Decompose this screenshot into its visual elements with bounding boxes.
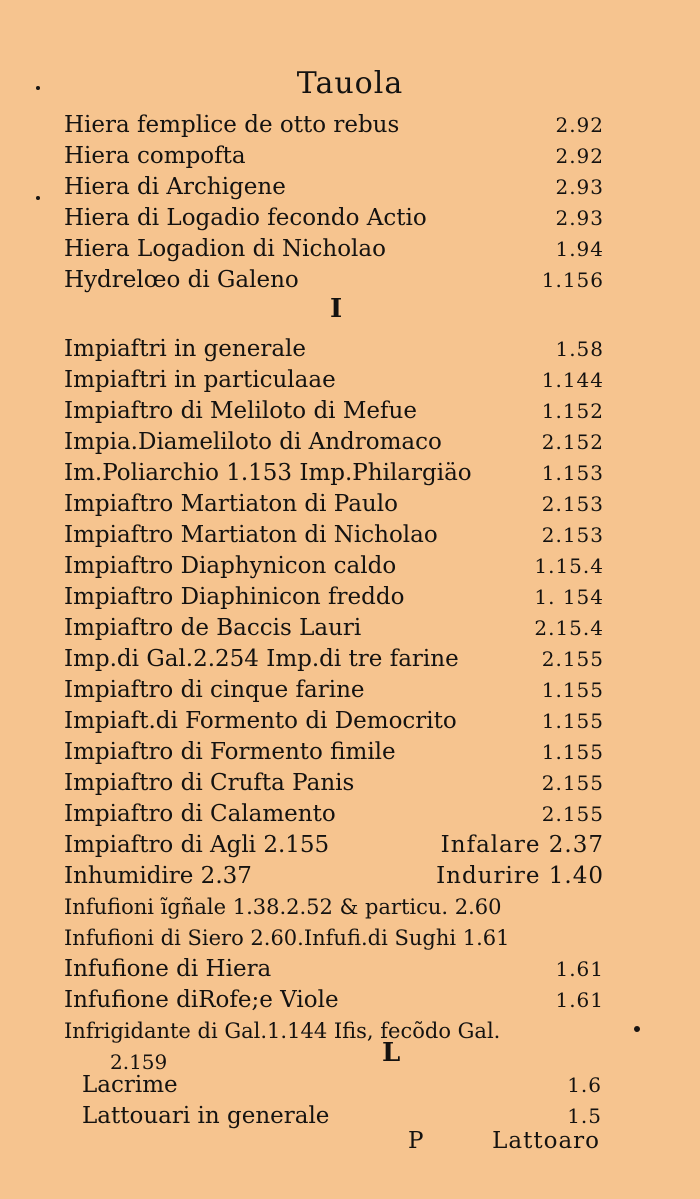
entry-ref: 2.93 (555, 175, 604, 199)
index-entry (64, 675, 604, 706)
entry-ref: 2.93 (555, 206, 604, 230)
entry-label: Impiaftro di Crufta Panis (64, 770, 355, 796)
entry-ref: 1.6 (567, 1073, 602, 1097)
entry-label: Infufioni di Siero 2.60.Infufi.di Sughi 1.61 (64, 926, 510, 950)
index-entry (82, 1070, 602, 1101)
entry-label: Hydrelœo di Galeno (64, 267, 299, 293)
entry-left: Inhumidire 2.37 (64, 863, 252, 889)
entry-label: Impiaftro di cinque farine (64, 677, 365, 703)
entry-label: Impiaftro di Formento fimile (64, 739, 396, 765)
index-entry (64, 737, 604, 768)
entry-left: Impiaftro di Agli 2.155 (64, 832, 330, 858)
entry-label: Impiaftro di Calamento (64, 801, 336, 827)
index-entry (64, 1016, 604, 1047)
index-entry (64, 203, 604, 234)
entry-label: Impiaft.di Formento di Democrito (64, 708, 457, 734)
entry-ref: 2.153 (541, 492, 604, 516)
page-title: Tauola (296, 66, 404, 101)
index-entry (64, 582, 604, 613)
entry-label: Impia.Diameliloto di Andromaco (64, 429, 442, 455)
entry-label: Impiaftro Martiaton di Paulo (64, 491, 398, 517)
page-footer (400, 1126, 600, 1157)
index-entry (64, 334, 604, 365)
index-entry (64, 551, 604, 582)
entry-ref: 1.61 (555, 988, 604, 1012)
section-letter-l: L (382, 1038, 401, 1068)
ink-speck (36, 196, 40, 200)
entry-label: Impiaftro Diaphinicon freddo (64, 584, 405, 610)
entry-label: Impiaftro Martiaton di Nicholao (64, 522, 438, 548)
entry-label: Im.Poliarchio 1.153 Imp.Philargiäo (64, 460, 472, 486)
signature-mark: P (408, 1128, 424, 1154)
entry-label: Lattouari in generale (82, 1103, 330, 1129)
entry-label: Lacrime (82, 1072, 178, 1098)
entry-label: Hiera femplice de otto rebus (64, 112, 400, 138)
entry-label: Impiaftri in particulaae (64, 367, 336, 393)
entry-ref: 1.58 (555, 337, 604, 361)
index-entry (64, 458, 604, 489)
entry-ref: 2.152 (541, 430, 604, 454)
continuation-ref: 2.159 (110, 1050, 168, 1074)
index-entry (64, 892, 604, 923)
index-entry (64, 923, 604, 954)
index-entry (64, 985, 604, 1016)
entry-right: Infalare 2.37 (440, 832, 604, 858)
index-entry (64, 110, 604, 141)
index-entry (64, 427, 604, 458)
entry-ref: 2.92 (555, 113, 604, 137)
entry-label: Impiaftro de Baccis Lauri (64, 615, 362, 641)
entry-ref: 1.15.4 (534, 554, 604, 578)
entry-label: Hiera Logadion di Nicholao (64, 236, 386, 262)
entry-label: Hiera di Logadio fecondo Actio (64, 205, 427, 231)
entry-label: Hiera di Archigene (64, 174, 286, 200)
index-entry (64, 520, 604, 551)
entry-label: Infrigidante di Gal.1.144 Ifis, fecõdo Gal. (64, 1019, 501, 1043)
entry-ref: 1.152 (541, 399, 604, 423)
section-letter-i: I (330, 294, 343, 324)
entry-label: Infufione diRofe;e Viole (64, 987, 339, 1013)
entry-ref: 1.155 (541, 709, 604, 733)
index-entry (64, 141, 604, 172)
index-entry (64, 954, 604, 985)
entry-ref: 1.144 (541, 368, 604, 392)
index-entry (64, 613, 604, 644)
entry-ref: 2.15.4 (534, 616, 604, 640)
index-entry (64, 706, 604, 737)
index-entry (64, 799, 604, 830)
entry-ref: 1.94 (555, 237, 604, 261)
index-entry (64, 265, 604, 296)
index-entry (64, 234, 604, 265)
entry-ref: 2.92 (555, 144, 604, 168)
index-entry (64, 489, 604, 520)
index-entry (64, 644, 604, 675)
entry-label: Imp.di Gal.2.254 Imp.di tre farine (64, 646, 459, 672)
index-entry (64, 768, 604, 799)
entry-label: Impiaftri in generale (64, 336, 307, 362)
entry-ref: 2.153 (541, 523, 604, 547)
catchword: Lattoaro (492, 1128, 600, 1154)
index-entry (64, 396, 604, 427)
ink-speck (634, 1026, 640, 1032)
index-entry (64, 365, 604, 396)
entry-ref: 1.5 (567, 1104, 602, 1128)
entry-ref: 1.155 (541, 678, 604, 702)
entry-label: Infufione di Hiera (64, 956, 272, 982)
entry-right: Indurire 1.40 (436, 863, 604, 889)
entry-label: Infufioni ĩgñale 1.38.2.52 & particu. 2.60 (64, 895, 502, 919)
entry-ref: 2.155 (541, 802, 604, 826)
entry-label: Impiaftro Diaphynicon caldo (64, 553, 397, 579)
index-entry-two-column (64, 861, 604, 892)
index-entry (64, 172, 604, 203)
entry-ref: 1.61 (555, 957, 604, 981)
index-entry-two-column (64, 830, 604, 861)
entry-ref: 2.155 (541, 771, 604, 795)
entry-label: Impiaftro di Meliloto di Mefue (64, 398, 417, 424)
entry-ref: 1.156 (541, 268, 604, 292)
entry-ref: 1.155 (541, 740, 604, 764)
entry-ref: 1.153 (541, 461, 604, 485)
entry-label: Hiera compofta (64, 143, 246, 169)
entry-ref: 2.155 (541, 647, 604, 671)
entry-ref: 1. 154 (534, 585, 604, 609)
